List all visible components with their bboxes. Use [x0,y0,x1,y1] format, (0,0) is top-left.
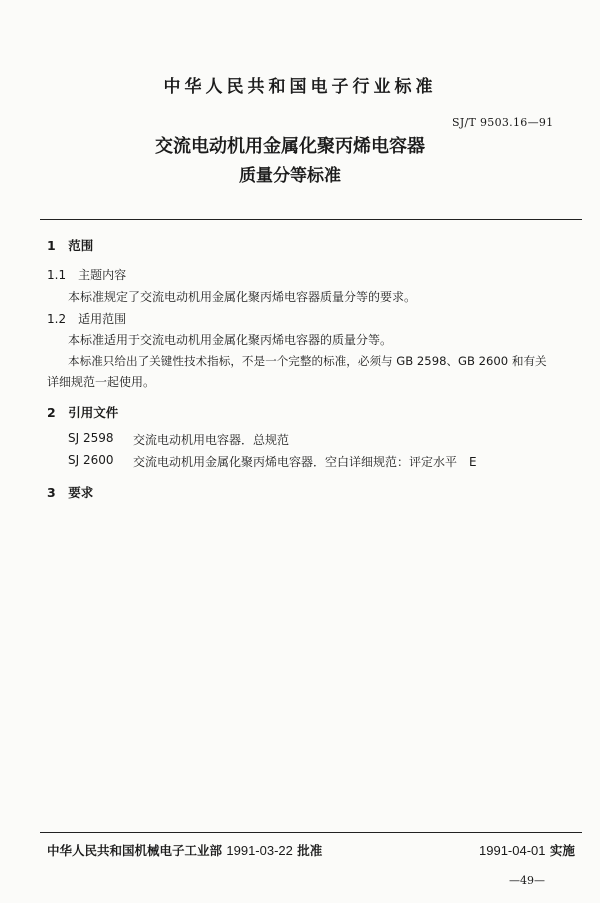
section-1-1-paragraph: 本标准规定了交流电动机用金属化聚丙烯电容器质量分等的要求。 [68,290,417,304]
header-divider [40,219,582,220]
reference-code: SJ 2598 [68,431,114,445]
section-1-2-paragraph-2: 本标准只给出了关键性技术指标，不是一个完整的标准，必须与 GB 2598、GB 2600 和有关 [68,354,547,368]
reference-code: SJ 2600 [68,453,114,467]
implementation-date: 1991-04-01 [479,843,546,858]
footer-implementation [479,841,575,859]
reference-title: 交流电动机用金属化聚丙烯电容器．空白详细规范：评定水平 E [133,455,477,469]
page-number: —49— [509,874,545,887]
section-1-2-paragraph-1: 本标准适用于交流电动机用金属化聚丙烯电容器的质量分等。 [68,333,393,347]
approve-label: 批准 [297,843,323,858]
section-3-heading: 3 要求 [47,485,94,500]
section-1-1-heading: 1.1 主题内容 [47,268,127,282]
document-title: 交流电动机用金属化聚丙烯电容器 [155,136,425,157]
section-1-2-paragraph-2-cont: 详细规范一起使用。 [47,375,156,389]
org-standard-header: 中华人民共和国电子行业标准 [163,77,437,97]
footer-approval [47,841,322,859]
issuer: 中华人民共和国机械电子工业部 [47,843,223,858]
approve-date: 1991-03-22 [226,843,293,858]
footer-divider [40,832,582,833]
reference-title: 交流电动机用电容器．总规范 [133,433,290,447]
document-subtitle: 质量分等标准 [239,166,341,186]
section-2-heading: 2 引用文件 [47,405,119,420]
section-1-2-heading: 1.2 适用范围 [47,312,127,326]
implementation-label: 实施 [549,843,575,858]
section-1-heading: 1 范围 [47,238,94,253]
standard-code: SJ/T 9503.16—91 [452,116,554,129]
